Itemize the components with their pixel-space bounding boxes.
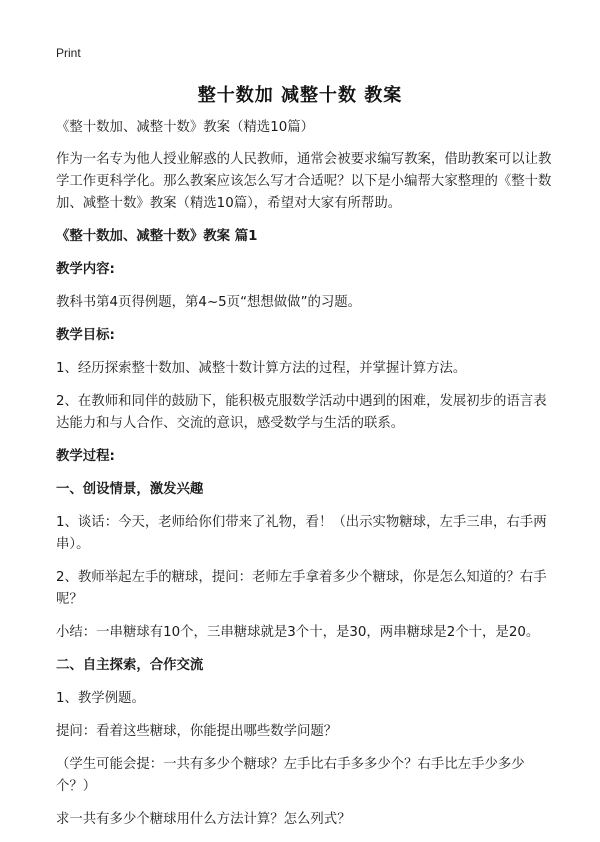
content-text: 教科书第4页得例题，第4~5页“想想做做”的习题。 [56, 295, 362, 310]
document-title: 整十数加 减整十数 教案 [197, 85, 403, 106]
part-1-item: 2、教师举起左手的糖球，提问：老师左手拿着多少个糖球，你是怎么知道的？右手呢？ [56, 570, 547, 607]
content-heading: 教学内容: [56, 262, 115, 277]
print-label: Print [56, 46, 81, 60]
part-1-item: 1、谈话：今天，老师给你们带来了礼物，看！（出示实物糖球，左手三串，右手两串）。 [56, 515, 547, 552]
part-2-heading: 二、自主探索，合作交流 [56, 658, 204, 673]
goals-heading: 教学目标: [56, 328, 115, 343]
part-1-heading: 一、创设情景，激发兴趣 [56, 482, 204, 497]
part-1-summary: 小结：一串糖球有10个，三串糖球就是3个十，是30，两串糖球是2个十，是20。 [56, 625, 540, 640]
goal-item: 1、经历探索整十数加、减整十数计算方法的过程，并掌握计算方法。 [56, 361, 467, 376]
intro-paragraph: 作为一名专为他人授业解惑的人民教师，通常会被要求编写教案，借助教案可以让教学工作更科学化。那么教案应该怎么写才合适呢？以下是小编帮大家整理的《整十数加、减整十数》教案（精选10篇），希望对大家有所帮助。 [56, 152, 552, 211]
part-2-item: 1、教学例题。 [56, 691, 145, 706]
section-heading: 《整十数加、减整十数》教案 篇1 [56, 229, 258, 244]
part-2-question: 提问：看着这些糖球，你能提出哪些数学问题？ [56, 724, 338, 739]
document-subtitle: 《整十数加、减整十数》教案（精选10篇） [56, 120, 315, 135]
process-heading: 教学过程: [56, 449, 115, 464]
part-2-followup: 求一共有多少个糖球用什么方法计算？怎么列式？ [56, 812, 351, 827]
part-2-students: （学生可能会提：一共有多少个糖球？左手比右手多多少个？右手比左手少多少个？） [56, 757, 525, 794]
goal-item: 2、在教师和同伴的鼓励下，能积极克服数学活动中遇到的困难，发展初步的语言表达能力和与人合作、交流的意识，感受数学与生活的联系。 [56, 394, 547, 431]
document-body [56, 117, 552, 842]
